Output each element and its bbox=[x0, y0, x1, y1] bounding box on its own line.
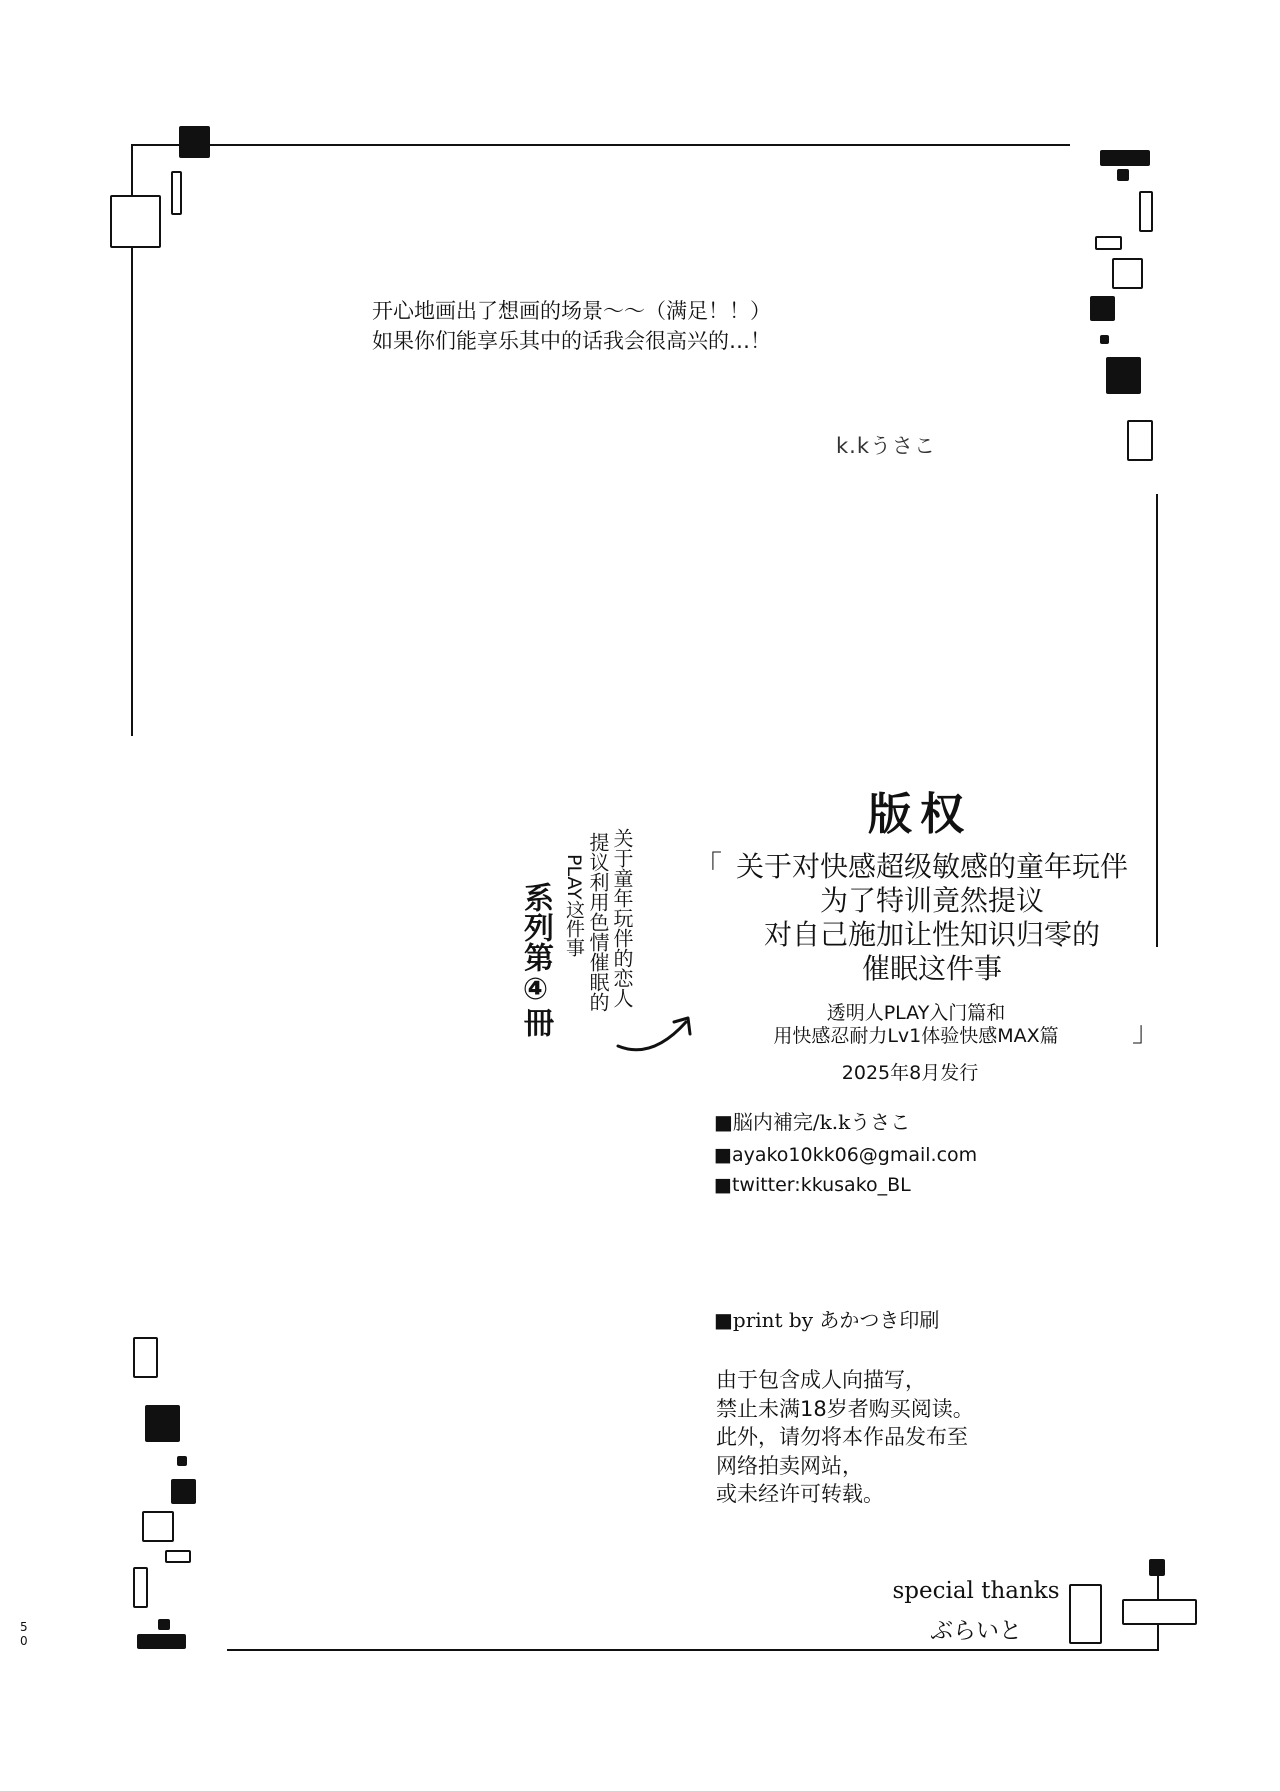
title-line: 关于对快感超级敏感的童年玩伴 bbox=[735, 850, 1128, 883]
deco-square bbox=[137, 1634, 186, 1649]
series-volume: 系列第④冊 bbox=[518, 882, 553, 1037]
arrow-icon bbox=[612, 1010, 702, 1060]
book-title bbox=[712, 850, 1152, 986]
special-thanks-label: special thanks bbox=[892, 1578, 1060, 1604]
deco-outline bbox=[133, 1567, 148, 1608]
notice-line: 禁止未满18岁者购买阅读。 bbox=[716, 1396, 974, 1421]
series-note-col2: 提议利用色情催眠的 bbox=[586, 832, 610, 1012]
book-subtitle bbox=[746, 1002, 1086, 1048]
author-credit: ■脳内補完/k.kうさこ bbox=[714, 1110, 911, 1134]
deco-square bbox=[1106, 357, 1141, 394]
frame-bottom-line bbox=[227, 1649, 1159, 1651]
notice-line: 此外，请勿将本作品发布至 bbox=[716, 1425, 968, 1449]
notice-line: 或未经许可转载。 bbox=[716, 1482, 884, 1506]
printer-credit: ■print by あかつき印刷 bbox=[714, 1308, 940, 1332]
deco-outline bbox=[1112, 258, 1143, 289]
deco-square bbox=[1100, 335, 1109, 344]
age-notice bbox=[716, 1366, 974, 1509]
title-line: 催眠这件事 bbox=[861, 952, 1002, 985]
publish-date: 2025年8月发行 bbox=[841, 1062, 979, 1084]
deco-outline bbox=[171, 171, 182, 215]
colophon-heading: 版权 bbox=[868, 789, 972, 840]
deco-square bbox=[1100, 150, 1150, 166]
deco-square bbox=[177, 1456, 187, 1466]
series-note-col1: 关于童年玩伴的恋人 bbox=[610, 828, 634, 1008]
deco-square bbox=[1149, 1559, 1165, 1576]
email: ■ayako10kk06@gmail.com bbox=[714, 1144, 978, 1166]
deco-square bbox=[1090, 296, 1115, 321]
deco-square bbox=[179, 126, 210, 158]
deco-outline bbox=[1139, 191, 1153, 232]
deco-outline bbox=[1069, 1584, 1102, 1644]
afterword-line: 如果你们能享乐其中的话我会很高兴的…！ bbox=[372, 329, 771, 353]
twitter-handle: ■twitter:kkusako_BL bbox=[714, 1174, 911, 1196]
deco-square bbox=[171, 1479, 196, 1504]
page-number-digit: 5 bbox=[20, 1620, 28, 1634]
frame-top-line bbox=[132, 144, 1070, 146]
page-number-digit: 0 bbox=[20, 1634, 28, 1648]
subtitle-line: 用快感忍耐力Lv1体验快感MAX篇 bbox=[773, 1025, 1059, 1047]
series-note-col3: PLAY这件事 bbox=[563, 854, 585, 957]
title-line: 对自己施加让性知识归零的 bbox=[763, 918, 1100, 951]
notice-line: 由于包含成人向描写， bbox=[716, 1368, 926, 1392]
afterword-line: 开心地画出了想画的场景～～（满足！！） bbox=[372, 299, 771, 323]
notice-line: 网络拍卖网站， bbox=[716, 1453, 863, 1478]
frame-right-line bbox=[1156, 494, 1158, 947]
close-bracket: 」 bbox=[1132, 1015, 1161, 1048]
deco-outline bbox=[133, 1337, 158, 1378]
subtitle-line: 透明人PLAY入门篇和 bbox=[826, 1002, 1006, 1024]
deco-outline bbox=[110, 195, 161, 248]
signature: k.kうさこ bbox=[836, 434, 936, 458]
afterword bbox=[372, 296, 771, 356]
deco-outline bbox=[1095, 236, 1122, 250]
page-number bbox=[20, 1620, 28, 1648]
deco-outline bbox=[1127, 420, 1153, 461]
deco-outline bbox=[165, 1550, 191, 1563]
deco-outline bbox=[1122, 1599, 1197, 1625]
deco-square bbox=[158, 1619, 170, 1630]
title-line: 为了特训竟然提议 bbox=[819, 884, 1044, 917]
deco-square bbox=[145, 1405, 180, 1442]
open-bracket: 「 bbox=[694, 849, 723, 882]
special-thanks-name: ぶらいと bbox=[930, 1618, 1022, 1644]
deco-outline bbox=[142, 1511, 174, 1542]
deco-square bbox=[1117, 169, 1129, 181]
